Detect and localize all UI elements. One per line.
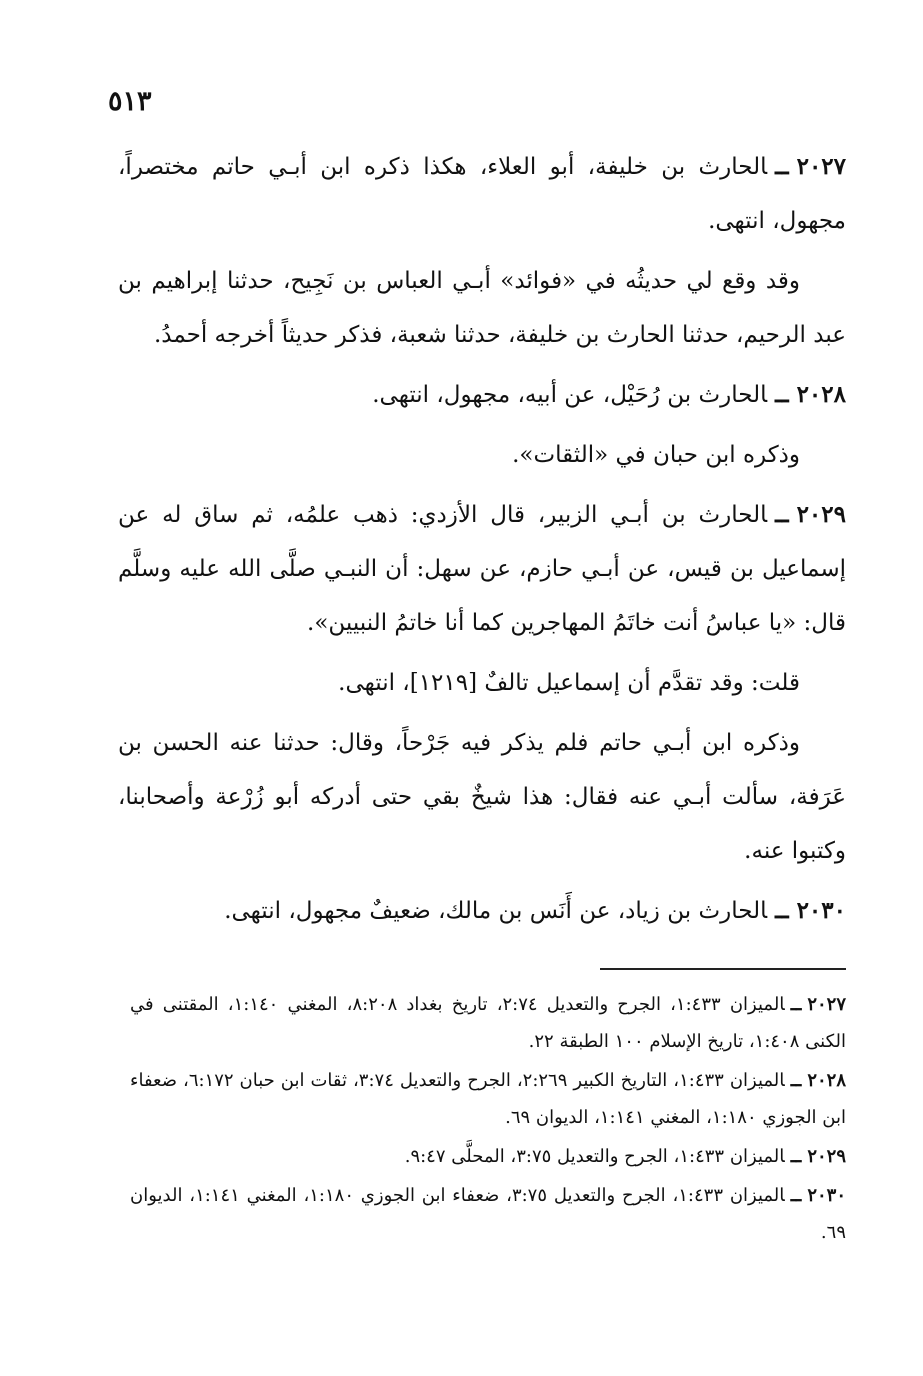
entry-continuation: وذكره ابن أبـي حاتم فلم يذكر فيه جَرْحاً، وقال: حدثنا عنه الحسن بن عَرَفة، سألت أبـي عنه فقال: هذا شيخٌ بقي حتى أدركه أبو زُرْعة وأصحابنا، وكتبوا عنه. — [118, 730, 846, 864]
footnote-number: ٢٠٢٨ — [807, 1070, 846, 1091]
footnote-dash: ــ — [790, 1070, 802, 1091]
entry-text: الحارث بن خليفة، أبو العلاء، هكذا ذكره ابن أبـي حاتم مختصراً، مجهول، انتهى. — [118, 154, 846, 234]
entry-2029 — [118, 488, 846, 650]
entry-text: الحارث بن رُحَيْل، عن أبيه، مجهول، انتهى. — [372, 382, 768, 408]
entry-continuation: قلت: وقد تقدَّم أن إسماعيل تالفٌ [١٢١٩]، انتهى. — [338, 670, 800, 696]
entry-text: الحارث بن أبـي الزبير، قال الأزدي: ذهب علمُه، ثم ساق له عن إسماعيل بن قيس، عن أبـي حازم، عن سهل: أن النبـي صلَّى الله عليه وسلَّم قال: «يا عباسُ أنت خاتَمُ المهاجرين كما أنا خاتمُ النبيين». — [118, 502, 846, 636]
footnote-text: الميزان ١:٤٣٣، التاريخ الكبير ٢:٢٦٩، الجرح والتعديل ٣:٧٤، ثقات ابن حبان ٦:١٧٢، ضعفاء ابن الجوزي ١:١٨٠، المغني ١:١٤١، الديوان ٦٩. — [130, 1070, 846, 1128]
footnote-dash: ــ — [790, 1146, 802, 1167]
footnote-2029 — [130, 1138, 846, 1175]
footnote-text: الميزان ١:٤٣٣، الجرح والتعديل ٢:٧٤، تاريخ بغداد ٨:٢٠٨، المغني ١:١٤٠، المقتنى في الكنى ١:٤٠٨، تاريخ الإسلام ١٠٠ الطبقة ٢٢. — [130, 994, 846, 1052]
entry-number: ٢٠٢٨ — [796, 381, 846, 408]
page-number: ٥١٣ — [108, 86, 152, 117]
footnote-2028 — [130, 1062, 846, 1136]
entry-continuation: وذكره ابن حبان في «الثقات». — [512, 442, 800, 468]
entry-number: ٢٠٢٧ — [796, 153, 847, 180]
footnote-2027 — [130, 986, 846, 1060]
footnote-divider — [600, 968, 846, 970]
entry-text: الحارث بن زياد، عن أَنَس بن مالك، ضعيفٌ مجهول، انتهى. — [224, 898, 768, 924]
footnotes — [130, 986, 846, 1253]
footnote-dash: ــ — [790, 994, 802, 1015]
entry-2027 — [118, 140, 846, 248]
footnote-text: الميزان ١:٤٣٣، الجرح والتعديل ٣:٧٥، ضعفاء ابن الجوزي ١:١٨٠، المغني ١:١٤١، الديوان ٦٩. — [130, 1185, 846, 1243]
footnote-number: ٢٠٣٠ — [807, 1185, 846, 1206]
entry-dash: ــ — [775, 153, 789, 180]
entry-2030 — [118, 884, 846, 938]
footnote-2030 — [130, 1177, 846, 1251]
footnote-dash: ــ — [790, 1185, 802, 1206]
entry-continuation: وقد وقع لي حديثُه في «فوائد» أبـي العباس بن نَجِيح، حدثنا إبراهيم بن عبد الرحيم، حدثنا الحارث بن خليفة، حدثنا شعبة، فذكر حديثاً أخرجه أحمدُ. — [118, 268, 846, 348]
entry-number: ٢٠٢٩ — [796, 501, 846, 528]
footnote-number: ٢٠٢٧ — [807, 994, 847, 1015]
entry-dash: ــ — [775, 501, 789, 528]
entry-dash: ــ — [775, 897, 789, 924]
entry-2028 — [118, 368, 846, 422]
entry-dash: ــ — [775, 381, 789, 408]
main-text — [118, 140, 846, 944]
entry-number: ٢٠٣٠ — [796, 897, 846, 924]
footnote-text: الميزان ١:٤٣٣، الجرح والتعديل ٣:٧٥، المحلَّى ٩:٤٧. — [404, 1146, 785, 1167]
footnote-number: ٢٠٢٩ — [807, 1146, 846, 1167]
